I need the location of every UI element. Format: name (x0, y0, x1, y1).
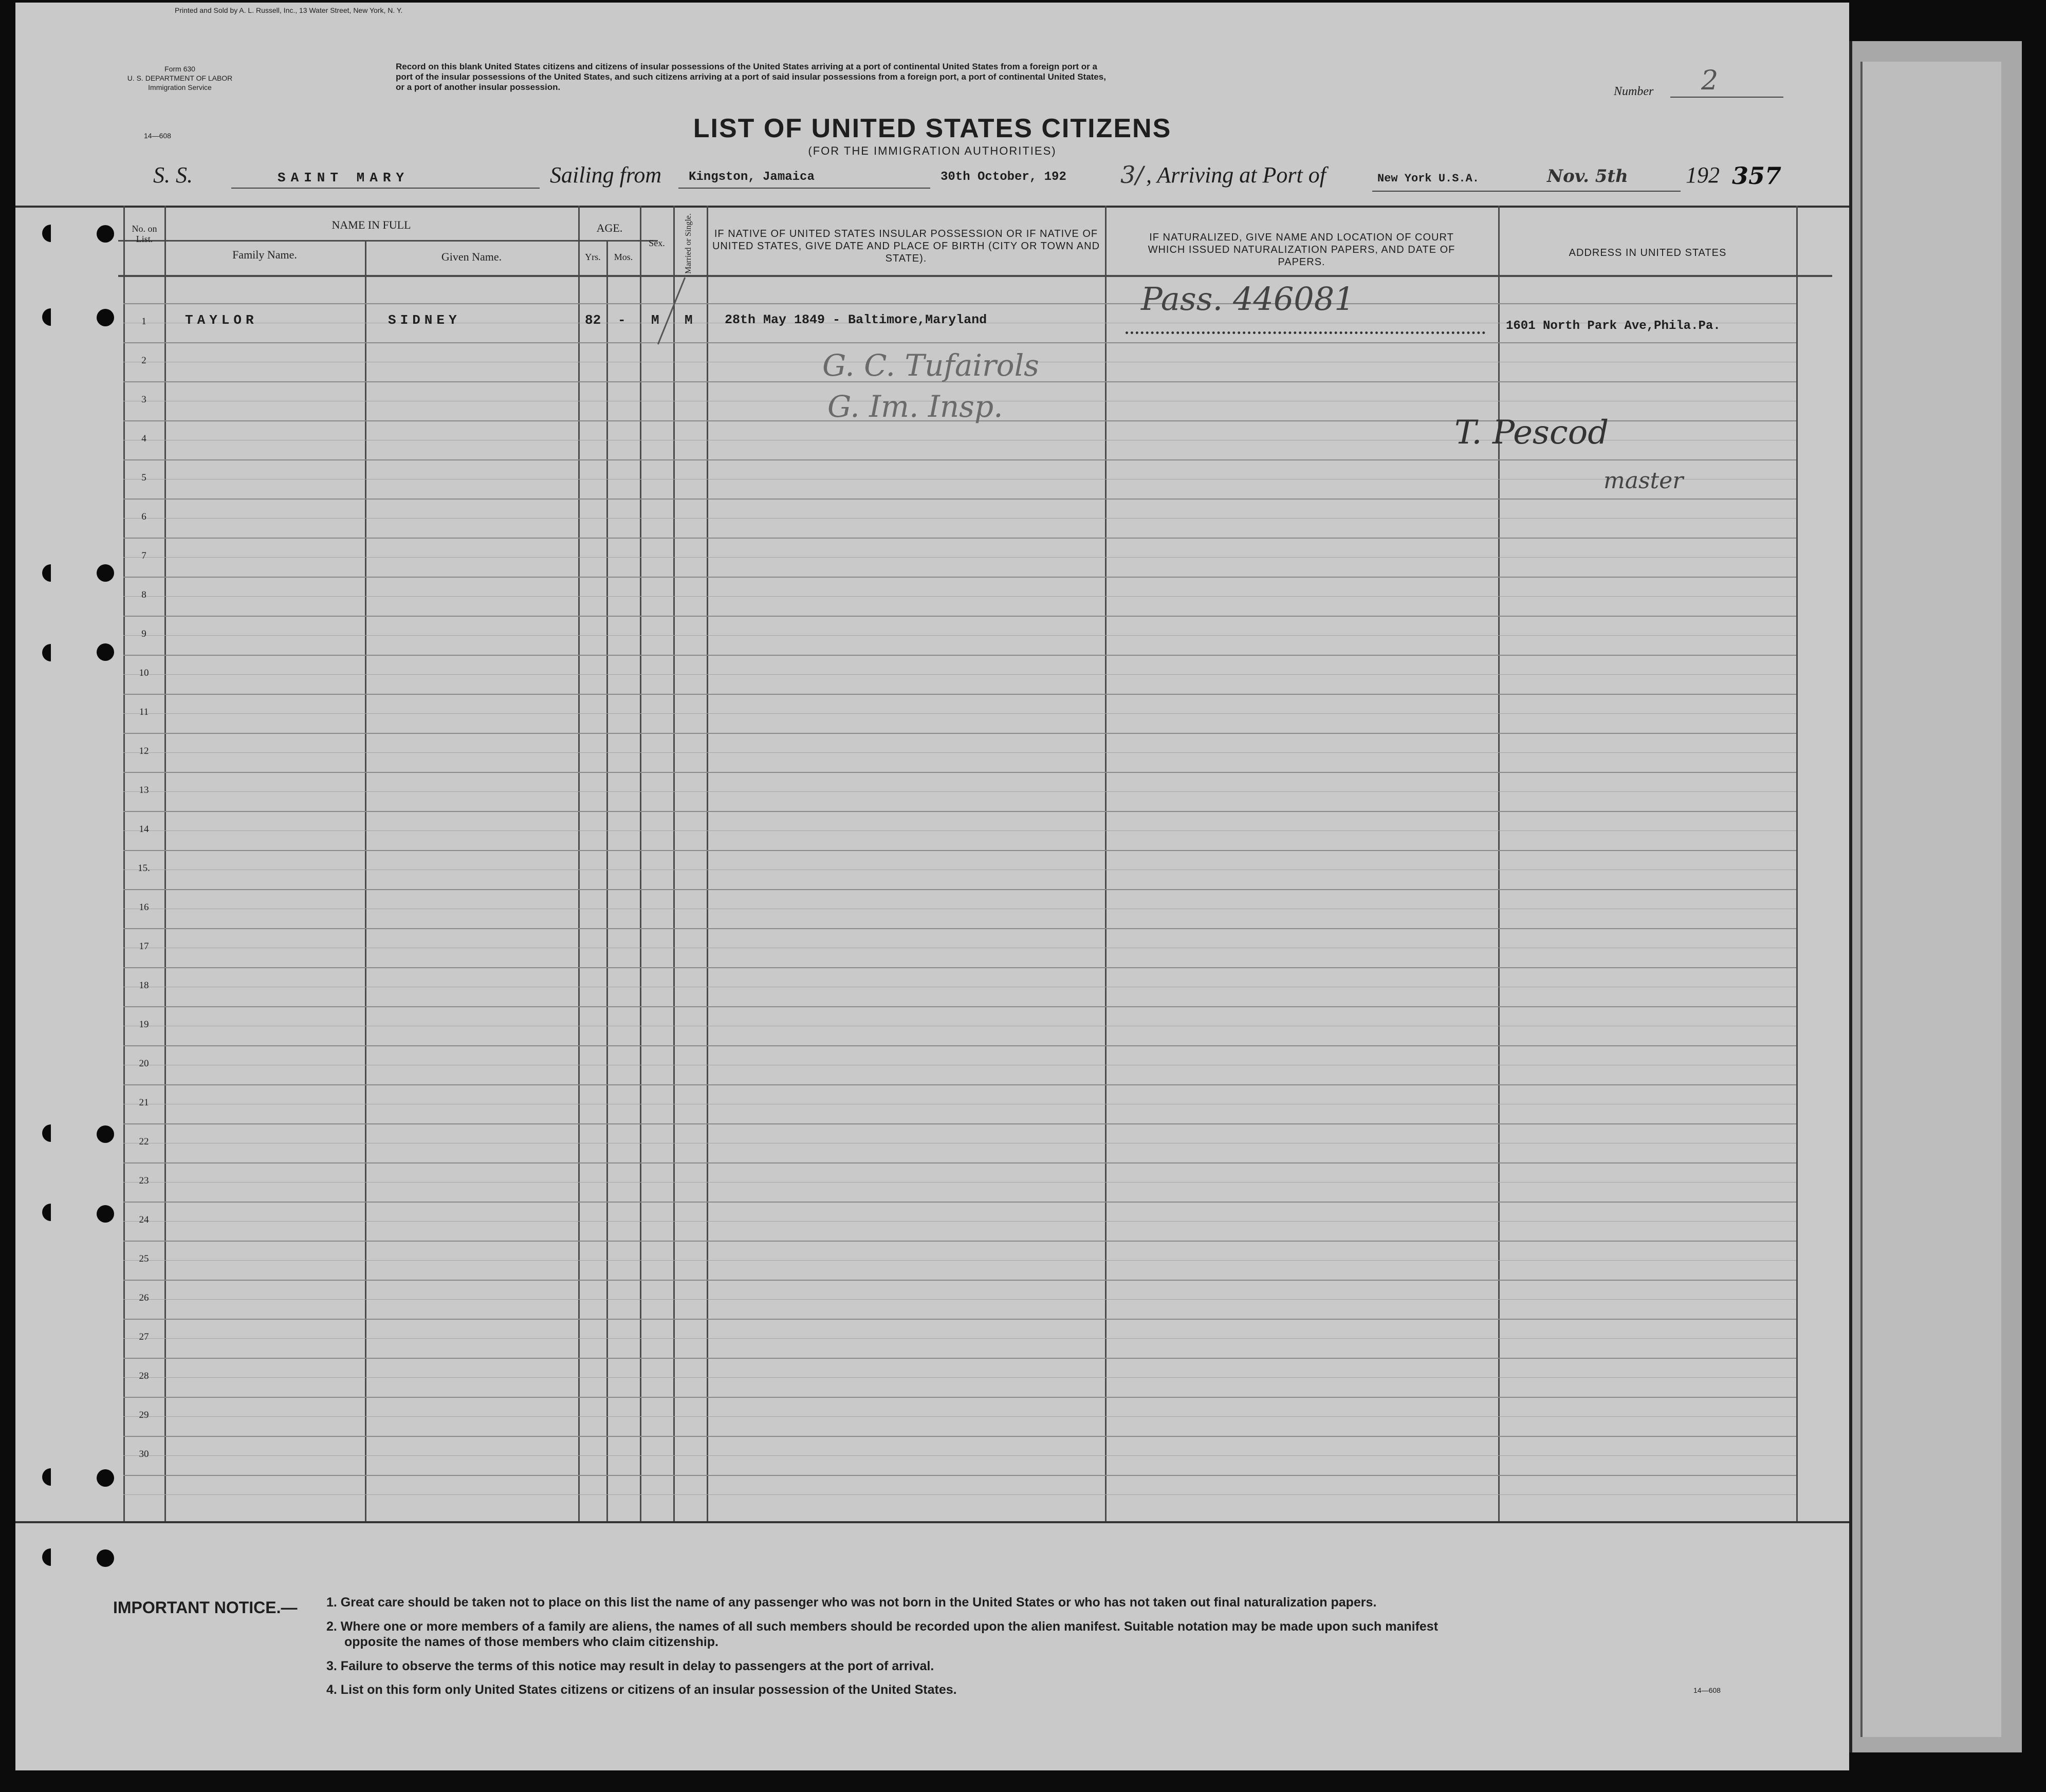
row-number: 4 (141, 433, 146, 444)
number-label: Number (1614, 85, 1654, 98)
row-rule (123, 791, 1796, 792)
col-header-native: IF NATIVE OF UNITED STATES INSULAR POSSESSION OR IF NATIVE OF UNITED STATES, GIVE DATE AND PLACE OF BIRTH (CITY OR TOWN AND STATE). (712, 228, 1100, 264)
row-rule (123, 557, 1796, 558)
sailing-label: Sailing from (550, 162, 662, 188)
row-rule (123, 518, 1796, 519)
row-number: 16 (139, 902, 149, 913)
arrive-date-hand: Nov. 5th (1547, 166, 1628, 187)
col-header-address: ADDRESS IN UNITED STATES (1569, 247, 1727, 258)
row-rule (123, 772, 1796, 773)
punch-hole (97, 1469, 114, 1487)
master-signature: T. Pescod (1454, 414, 1609, 452)
row-rule (123, 498, 1796, 500)
record-instruction-3: or a port of another insular possession. (396, 82, 561, 92)
notice-code: 14—608 (1693, 1686, 1721, 1694)
notice-item-2: 2. Where one or more members of a family are aliens, the names of all such members should be recorded upon the alien manifest. Suitable notation may be made upon such manifest (326, 1619, 1439, 1634)
row-rule (123, 928, 1796, 929)
row-number: 18 (139, 980, 149, 991)
row-rule (123, 733, 1796, 734)
col-line (1105, 206, 1107, 1521)
row-rule (123, 1397, 1796, 1398)
notice-item-4: 4. List on this form only United States citizens or citizens of an insular possession of the United States. (326, 1683, 957, 1697)
col-line (673, 206, 675, 1521)
row-rule (123, 1358, 1796, 1359)
row-number: 3 (141, 394, 146, 405)
col-line (640, 206, 641, 1521)
row-number: 29 (139, 1410, 149, 1420)
row-rule (123, 1182, 1796, 1183)
record-instruction-2: port of the insular possessions of the United States, and such citizens arriving at a port of said insular possessions from a foreign port, a port of continental United States, (396, 72, 1106, 82)
service: Immigration Service (148, 83, 212, 91)
row-rule (123, 577, 1796, 578)
entry-family-name: TAYLOR (185, 312, 258, 328)
entry-address: 1601 North Park Ave,Phila.Pa. (1506, 319, 1721, 333)
punch-hole (42, 1468, 60, 1486)
depart-year-hand: 3/ (1120, 161, 1144, 189)
col-header-name: NAME IN FULL (331, 218, 411, 231)
notice-item-1: 1. Great care should be taken not to place on this list the name of any passenger who was not born in the United States or who has not taken out final naturalization papers. (326, 1595, 1377, 1610)
col-line (707, 206, 708, 1521)
punch-hole (97, 1205, 114, 1223)
punch-hole (42, 1548, 60, 1566)
punch-hole (42, 225, 60, 242)
punch-hole (97, 1549, 114, 1567)
row-rule (123, 694, 1796, 695)
row-rule (123, 1416, 1796, 1417)
row-number: 10 (139, 668, 149, 678)
row-number: 19 (139, 1019, 149, 1030)
row-rule (123, 1202, 1796, 1203)
row-number: 12 (139, 746, 149, 756)
entry-married: M (685, 312, 693, 328)
punch-hole (42, 564, 60, 582)
col-header-sex: Sex. (649, 238, 665, 248)
row-rule (123, 713, 1796, 714)
entry-mos: - (618, 312, 626, 328)
row-rule (123, 596, 1796, 597)
col-line (1498, 206, 1500, 1521)
inspector-signature: G. C. Tufairols (822, 348, 1039, 383)
col-line (1796, 206, 1798, 1521)
row-number: 23 (139, 1175, 149, 1186)
form-code: 14—608 (144, 132, 171, 140)
header-rule-mid (118, 240, 658, 242)
entry-given-name: SIDNEY (388, 312, 461, 328)
row-rule (123, 850, 1796, 851)
row-rule (123, 459, 1796, 460)
row-number: 27 (139, 1332, 149, 1342)
row-number: 22 (139, 1136, 149, 1147)
header-bottom-rule (118, 275, 1832, 277)
row-rule (123, 1319, 1796, 1320)
ship-name: SAINT MARY (278, 170, 410, 186)
row-rule (123, 811, 1796, 812)
punch-hole (42, 644, 60, 661)
row-rule (123, 830, 1796, 831)
row-rule (123, 1377, 1796, 1378)
record-instruction-1: Record on this blank United States citizens and citizens of insular possessions of the United States arriving at a port of continental United States from a foreign port or a (396, 62, 1097, 71)
col-header-naturalized: IF NATURALIZED, GIVE NAME AND LOCATION OF COURT WHICH ISSUED NATURALIZATION PAPERS, AND DATE OF PAPERS. (1148, 232, 1455, 268)
row-rule (123, 635, 1796, 636)
arrive-year: 192 (1686, 162, 1720, 188)
row-rule (123, 752, 1796, 753)
row-rule (123, 1221, 1796, 1222)
row-rule (123, 1084, 1796, 1085)
punch-hole (97, 643, 114, 661)
row-rule (123, 1123, 1796, 1124)
entry-birth: 28th May 1849 - Baltimore,Maryland (725, 312, 987, 327)
punch-hole (97, 309, 114, 326)
page-title: LIST OF UNITED STATES CITIZENS (693, 114, 1172, 143)
check-mark (657, 278, 686, 345)
punch-hole (42, 1204, 60, 1221)
row-rule (123, 1280, 1796, 1281)
row-number: 21 (139, 1097, 149, 1108)
row-number: 26 (139, 1292, 149, 1303)
form-number: Form 630 (164, 65, 195, 73)
row-number: 9 (141, 629, 146, 639)
row-rule (123, 1338, 1796, 1339)
depart-date: 30th October, 192 (941, 170, 1066, 184)
row-rule (123, 538, 1796, 539)
col-line (606, 240, 608, 1521)
col-line (164, 206, 166, 1521)
col-header-mos: Mos. (614, 252, 633, 262)
col-line (123, 206, 125, 1521)
notice-title: IMPORTANT NOTICE.— (113, 1598, 298, 1617)
col-header-no: No. on List. (132, 224, 157, 244)
row-rule (123, 655, 1796, 656)
passport-dots (1126, 331, 1485, 334)
row-number: 15. (138, 863, 150, 874)
sailing-from: Kingston, Jamaica (689, 170, 815, 184)
punch-hole (97, 1125, 114, 1143)
from-underline (678, 188, 930, 189)
row-number: 25 (139, 1253, 149, 1264)
row-rule (123, 889, 1796, 890)
row-rule (123, 967, 1796, 968)
ship-underline (231, 188, 540, 189)
row-number: 13 (139, 785, 149, 796)
row-rule (123, 303, 1796, 304)
row-rule (123, 1436, 1796, 1437)
underlying-page-edge (1860, 62, 2001, 1737)
col-line (365, 240, 366, 1521)
department: U. S. DEPARTMENT OF LABOR (127, 74, 233, 82)
row-rule (123, 342, 1796, 343)
arriving-label: , Arriving at Port of (1146, 162, 1326, 188)
row-number: 30 (139, 1449, 149, 1460)
col-header-age: AGE. (596, 221, 623, 234)
row-rule (123, 1494, 1796, 1495)
number-underline (1670, 97, 1783, 98)
row-number: 5 (141, 472, 146, 483)
row-number: 20 (139, 1058, 149, 1069)
row-number: 11 (139, 707, 149, 717)
row-rule (123, 1045, 1796, 1046)
master-title: master (1603, 468, 1684, 494)
col-header-yrs: Yrs. (585, 252, 601, 262)
row-number: 2 (141, 355, 146, 366)
ss-label: S. S. (153, 162, 193, 188)
inspector-title: G. Im. Insp. (827, 389, 1003, 424)
row-number: 17 (139, 941, 149, 952)
row-rule (123, 1455, 1796, 1456)
manifest-page (15, 3, 1849, 1770)
row-rule (123, 674, 1796, 675)
table-top-border (15, 206, 1849, 208)
arrival-port: New York U.S.A. (1377, 172, 1480, 185)
row-number: 1 (141, 316, 146, 327)
col-line (578, 206, 580, 1521)
port-underline (1372, 191, 1681, 192)
row-rule (123, 1006, 1796, 1007)
row-number: 28 (139, 1371, 149, 1381)
table-bottom-border (15, 1521, 1849, 1523)
notice-item-2-cont: opposite the names of those members who claim citizenship. (344, 1635, 718, 1649)
punch-hole (97, 225, 114, 243)
row-rule (123, 1260, 1796, 1261)
punch-hole (42, 308, 60, 326)
page-subtitle: (FOR THE IMMIGRATION AUTHORITIES) (808, 144, 1057, 157)
row-number: 7 (141, 550, 146, 561)
entry-yrs: 82 (585, 312, 601, 328)
punch-hole (42, 1124, 60, 1142)
entry-passport: Pass. 446081 (1141, 280, 1355, 318)
row-number: 24 (139, 1214, 149, 1225)
row-rule (123, 1241, 1796, 1242)
punch-hole (97, 564, 114, 582)
row-rule (123, 616, 1796, 617)
col-header-married: Married or Single. (684, 213, 693, 274)
arrive-year-hand: 357 (1732, 162, 1782, 190)
row-rule (123, 1299, 1796, 1300)
row-number: 6 (141, 511, 146, 522)
row-number: 14 (139, 824, 149, 835)
row-rule (123, 1475, 1796, 1476)
row-number: 8 (141, 589, 146, 600)
number-value: 2 (1701, 65, 1719, 96)
row-rule (123, 1162, 1796, 1163)
entry-sex: M (651, 312, 659, 328)
notice-item-3: 3. Failure to observe the terms of this notice may result in delay to passengers at the port of arrival. (326, 1659, 934, 1673)
printer-line: Printed and Sold by A. L. Russell, Inc., 13 Water Street, New York, N. Y. (175, 6, 403, 14)
col-header-family: Family Name. (232, 248, 297, 261)
col-header-given: Given Name. (441, 250, 502, 263)
